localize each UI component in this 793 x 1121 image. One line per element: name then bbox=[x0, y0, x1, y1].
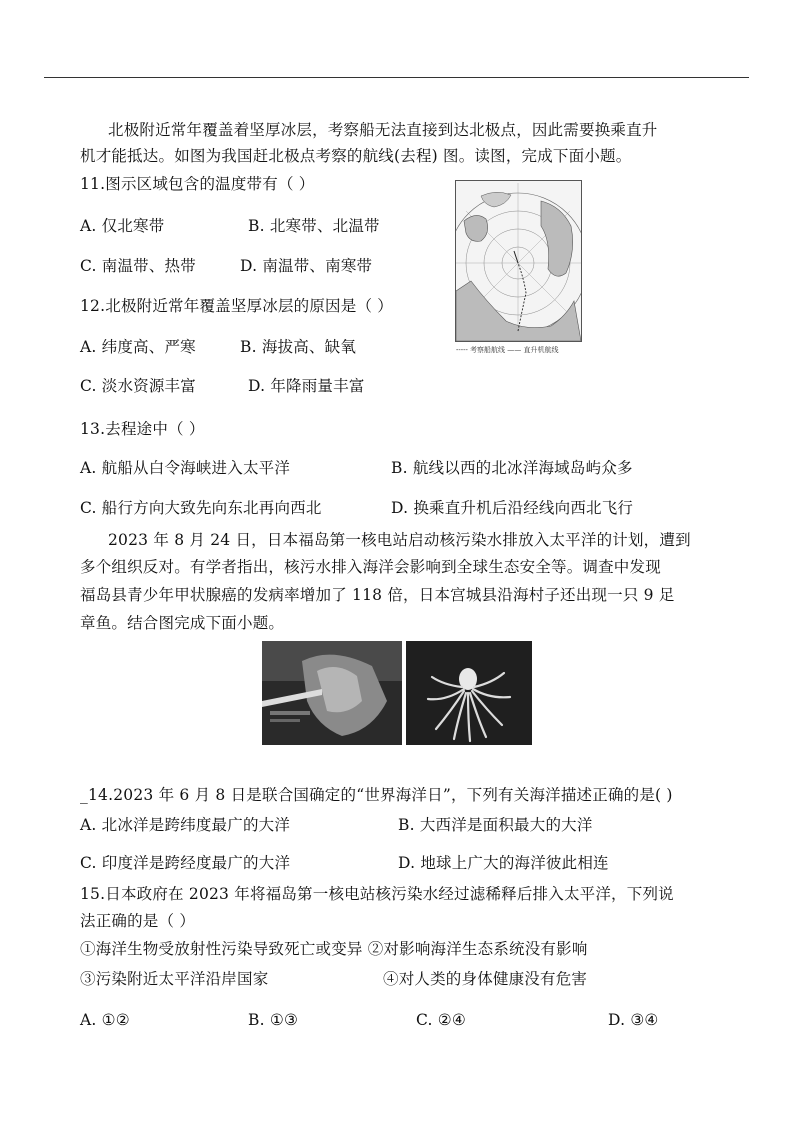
q14-option-b[interactable]: B. 大西洋是面积最大的大洋 bbox=[398, 816, 593, 834]
header-rule bbox=[44, 77, 749, 78]
q11-option-a[interactable]: A. 仅北寒带 bbox=[80, 217, 165, 235]
q14-option-d[interactable]: D. 地球上广大的海洋彼此相连 bbox=[398, 854, 609, 872]
q15-statement-3: ③污染附近太平洋沿岸国家 bbox=[80, 970, 269, 988]
q15-option-a[interactable]: A. ①② bbox=[80, 1011, 130, 1029]
q15-stem-line2: 法正确的是（ ） bbox=[80, 912, 196, 930]
q15-option-c[interactable]: C. ②④ bbox=[416, 1011, 466, 1029]
q15-stem-line1: 15.日本政府在 2023 年将福岛第一核电站核污染水经过滤稀释后排入太平洋，下列说 bbox=[80, 885, 674, 903]
q13-option-b[interactable]: B. 航线以西的北冰洋海域岛屿众多 bbox=[391, 459, 633, 477]
q13-stem: 13.去程途中（ ） bbox=[80, 420, 205, 438]
q12-option-b[interactable]: B. 海拔高、缺氧 bbox=[240, 338, 357, 356]
q14-stem: _14.2023 年 6 月 8 日是联合国确定的“世界海洋日”，下列有关海洋描述正确的是( ) bbox=[80, 786, 673, 804]
q14-option-c[interactable]: C. 印度洋是跨经度最广的大洋 bbox=[80, 854, 291, 872]
q12-stem: 12.北极附近常年覆盖坚厚冰层的原因是（ ） bbox=[80, 297, 393, 315]
q12-option-c[interactable]: C. 淡水资源丰富 bbox=[80, 377, 196, 395]
q13-option-c[interactable]: C. 船行方向大致先向东北再向西北 bbox=[80, 499, 322, 517]
q14-option-a[interactable]: A. 北冰洋是跨纬度最广的大洋 bbox=[80, 816, 291, 834]
intro2-line1: 2023 年 8 月 24 日，日本福岛第一核电站启动核污染水排放入太平洋的计划，遭到 bbox=[108, 531, 691, 549]
intro1-line2: 机才能抵达。如图为我国赶北极点考察的航线(去程) 图。读图，完成下面小题。 bbox=[80, 147, 632, 165]
map-legend: ----- 考察船航线 —— 直升机航线 bbox=[456, 346, 559, 354]
nine-leg-octopus-photo bbox=[406, 641, 532, 745]
q11-option-b[interactable]: B. 北寒带、北温带 bbox=[248, 217, 380, 235]
intro2-line2: 多个组织反对。有学者指出，核污水排入海洋会影响到全球生态安全等。调查中发现 bbox=[80, 558, 661, 576]
intro2-line3: 福岛县青少年甲状腺癌的发病率增加了 118 倍，日本宫城县沿海村子还出现一只 9 足 bbox=[80, 586, 675, 604]
q11-stem: 11.图示区域包含的温度带有（ ） bbox=[80, 175, 315, 193]
arctic-map-drawing bbox=[456, 181, 581, 341]
intro1-line1: 北极附近常年覆盖着坚厚冰层，考察船无法直接到达北极点，因此需要换乘直升 bbox=[108, 121, 658, 139]
q15-statements-1-2: ①海洋生物受放射性污染导致死亡或变异 ②对影响海洋生态系统没有影响 bbox=[80, 940, 588, 958]
q13-option-a[interactable]: A. 航船从白令海峡进入太平洋 bbox=[80, 459, 291, 477]
q15-option-b[interactable]: B. ①③ bbox=[248, 1011, 299, 1029]
intro2-line4: 章鱼。结合图完成下面小题。 bbox=[80, 614, 285, 632]
fukushima-discharge-photo bbox=[262, 641, 402, 745]
q13-option-d[interactable]: D. 换乘直升机后沿经线向西北飞行 bbox=[391, 499, 634, 517]
arctic-route-map bbox=[455, 180, 582, 342]
q11-option-c[interactable]: C. 南温带、热带 bbox=[80, 257, 196, 275]
q15-statement-4: ④对人类的身体健康没有危害 bbox=[383, 970, 588, 988]
q12-option-a[interactable]: A. 纬度高、严寒 bbox=[80, 338, 196, 356]
q11-option-d[interactable]: D. 南温带、南寒带 bbox=[240, 257, 373, 275]
q15-option-d[interactable]: D. ③④ bbox=[608, 1011, 659, 1029]
q12-option-d[interactable]: D. 年降雨量丰富 bbox=[248, 377, 365, 395]
